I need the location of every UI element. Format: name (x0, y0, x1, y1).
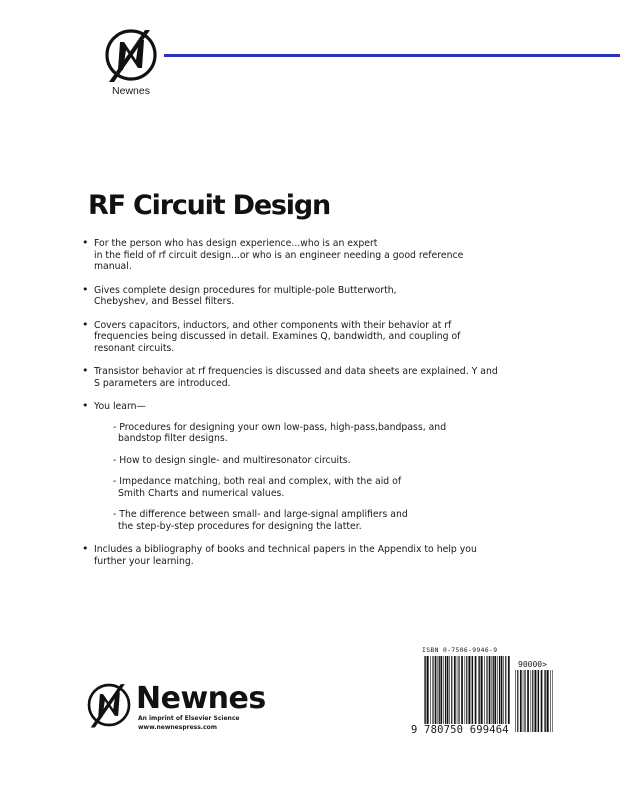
newnes-emblem-icon (84, 680, 134, 730)
publisher-wordmark: Newnes (136, 681, 266, 716)
bullet-item (82, 238, 502, 273)
top-rule (164, 54, 620, 57)
newnes-logo-top (101, 26, 163, 97)
learn-list (94, 422, 502, 533)
description (82, 238, 502, 579)
bullet-item (82, 366, 502, 389)
learn-item: - Impedance matching, both real and complex, with the aid of Smith Charts and numerical values. (113, 476, 402, 499)
bullet-text: • Includes a bibliography of books and technical papers in the Appendix to help you further your learning. (94, 544, 477, 567)
newnes-emblem-icon (101, 26, 161, 84)
newnes-logo-bottom (84, 678, 266, 738)
learn-item: - The difference between small- and large-signal amplifiers and the step-by-step procedures for designing the latter. (113, 509, 408, 532)
bullet-text: • Covers capacitors, inductors, and other components with their behavior at rf frequencies being discussed in detail. Examines Q, bandwidth, and coupling of resonant circuits. (94, 319, 461, 354)
learn-item: - Procedures for designing your own low-pass, high-pass,bandpass, and bandstop filter designs. (113, 421, 447, 444)
price-barcode-icon (515, 670, 553, 732)
bullet-item (82, 285, 502, 308)
publisher-website: www.newnespress.com (138, 724, 217, 731)
price-code: 90000> (518, 660, 547, 669)
publisher-name: Newnes (112, 85, 150, 97)
bullet-text: • Gives complete design procedures for multiple-pole Butterworth, Chebyshev, and Bessel filters. (94, 284, 397, 307)
barcode-digits: 9 780750 699464 (411, 724, 509, 736)
bullet-text: • You learn— (94, 401, 146, 412)
isbn-label: ISBN 0-7506-9946-9 (422, 647, 498, 654)
barcode-icon (424, 656, 510, 727)
book-title: RF Circuit Design (88, 190, 331, 221)
bullet-item (82, 320, 502, 355)
bullet-item-you-learn (82, 401, 502, 532)
imprint-line: An imprint of Elsevier Science (138, 715, 240, 722)
bullet-item (82, 544, 502, 567)
bullet-text: • For the person who has design experience...who is an expert in the field of rf circuit design...or who is an engineer needing a good reference manual. (94, 238, 464, 272)
bullet-text: • Transistor behavior at rf frequencies is discussed and data sheets are explained. Y and S parameters are introduced. (94, 366, 498, 389)
learn-item: - How to design single- and multiresonator circuits. (113, 454, 351, 466)
